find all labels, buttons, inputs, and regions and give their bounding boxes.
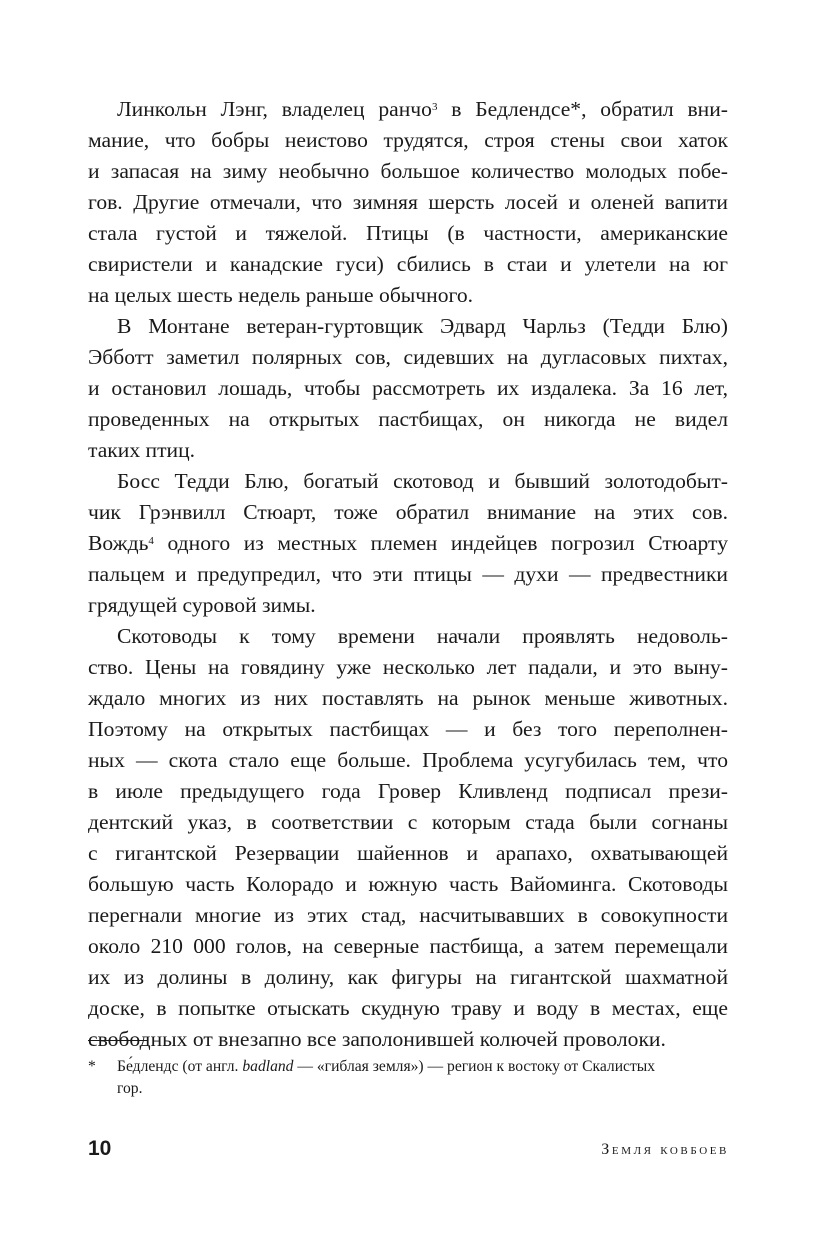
text-line [88, 590, 728, 621]
text-segment: ных — скота стало еще больше. Проблема усугубилась тем, что [88, 748, 728, 772]
running-head: Земля ковбоев [601, 1141, 729, 1158]
text-segment: свободных от внезапно все заполонившей колючей проволоки. [88, 1027, 666, 1051]
text-segment: и запасая на зиму необычно большое количество молодых побе- [88, 159, 728, 183]
text-segment: в июле предыдущего года Гровер Кливленд подписал прези- [88, 779, 728, 803]
text-segment: перегнали многие из этих стад, насчитывавших в совокупности [88, 903, 728, 927]
text-segment: проведенных на открытых пастбищах, он никогда не видел [88, 407, 728, 431]
text-segment: около 210 000 голов, на северные пастбища, а затем перемещали [88, 934, 728, 958]
text-line [88, 869, 728, 900]
text-segment: Линкольн Лэнг, владелец ранчо [117, 97, 432, 121]
text-line [88, 342, 728, 373]
paragraph [88, 466, 728, 621]
text-line [88, 621, 728, 652]
text-line [88, 249, 728, 280]
text-segment: стала густой и тяжелой. Птицы (в частности, американские [88, 221, 728, 245]
text-line [88, 838, 728, 869]
text-line [88, 652, 728, 683]
text-line [88, 311, 728, 342]
footnote-mark: * [88, 1058, 96, 1075]
footnote-text-after: — «гиблая земля») — регион к востоку от Скалистых [293, 1058, 656, 1075]
text-line [88, 993, 728, 1024]
page-number: 10 [88, 1137, 112, 1160]
text-segment: ждало многих из них поставлять на рынок меньше животных. [88, 686, 728, 710]
text-line [88, 156, 728, 187]
text-segment: грядущей суровой зимы. [88, 593, 316, 617]
main-text [88, 94, 728, 1055]
text-segment: Поэтому на открытых пастбищах — и без того переполнен- [88, 717, 728, 741]
text-line [88, 559, 728, 590]
text-segment: Вождь [88, 531, 149, 555]
text-line [88, 931, 728, 962]
footnote-text-before: Бе́длендс (от англ. [117, 1058, 243, 1075]
text-line [88, 466, 728, 497]
text-line [88, 745, 728, 776]
text-segment: с гигантской Резервации шайеннов и арапахо, охватывающей [88, 841, 728, 865]
footnote-text-italic: badland [242, 1058, 294, 1075]
text-line [88, 528, 728, 559]
text-segment: и остановил лошадь, чтобы рассмотреть их издалека. За 16 лет, [88, 376, 728, 400]
text-line [88, 280, 728, 311]
text-segment: мание, что бобры неистово трудятся, строя стены свои хаток [88, 128, 728, 152]
text-line [88, 776, 728, 807]
footnote-text-line2: гор. [117, 1080, 143, 1097]
text-segment: Скотоводы к тому времени начали проявлять недоволь- [117, 624, 728, 648]
text-line [88, 373, 728, 404]
text-line [88, 218, 728, 249]
text-line [88, 404, 728, 435]
text-line [88, 714, 728, 745]
text-line [88, 125, 728, 156]
footnote-divider [88, 1040, 148, 1041]
footnote-text [88, 1056, 728, 1100]
text-segment: их из долины в долину, как фигуры на гигантской шахматной [88, 965, 728, 989]
text-segment: большую часть Колорадо и южную часть Вайоминга. Скотоводы [88, 872, 728, 896]
paragraph [88, 94, 728, 311]
text-segment: В Монтане ветеран-гуртовщик Эдвард Чарльз (Тедди Блю) [117, 314, 728, 338]
text-line [88, 962, 728, 993]
endnote-reference: 4 [148, 534, 154, 547]
text-segment: в Бедлендсе*, обратил вни- [437, 97, 728, 121]
footnote [88, 1056, 728, 1100]
text-segment: одного из местных племен индейцев погрозил Стюарту [153, 531, 728, 555]
text-segment: таких птиц. [88, 438, 196, 462]
text-line [88, 683, 728, 714]
text-segment: ство. Цены на говядину уже несколько лет падали, и это выну- [88, 655, 728, 679]
text-line [88, 435, 728, 466]
text-segment: свиристели и канадские гуси) сбились в стаи и улетели на юг [88, 252, 728, 276]
text-line [88, 497, 728, 528]
text-segment: Эбботт заметил полярных сов, сидевших на дугласовых пихтах, [88, 345, 728, 369]
text-line [88, 1024, 728, 1055]
text-line [88, 807, 728, 838]
text-segment: пальцем и предупредил, что эти птицы — духи — предвестники [88, 562, 728, 586]
paragraph [88, 621, 728, 1055]
text-segment: чик Грэнвилл Стюарт, тоже обратил внимание на этих сов. [88, 500, 728, 524]
text-segment: Босс Тедди Блю, богатый скотовод и бывший золотодобыт- [117, 469, 728, 493]
text-segment: гов. Другие отмечали, что зимняя шерсть лосей и оленей вапити [88, 190, 728, 214]
paragraph [88, 311, 728, 466]
text-line [88, 94, 728, 125]
endnote-reference: 3 [431, 100, 438, 113]
text-line [88, 187, 728, 218]
text-line [88, 900, 728, 931]
text-segment: на целых шесть недель раньше обычного. [88, 283, 474, 307]
text-segment: доске, в попытке отыскать скудную траву и воду в местах, еще [88, 996, 728, 1020]
text-segment: дентский указ, в соответствии с которым стада были согнаны [88, 810, 728, 834]
